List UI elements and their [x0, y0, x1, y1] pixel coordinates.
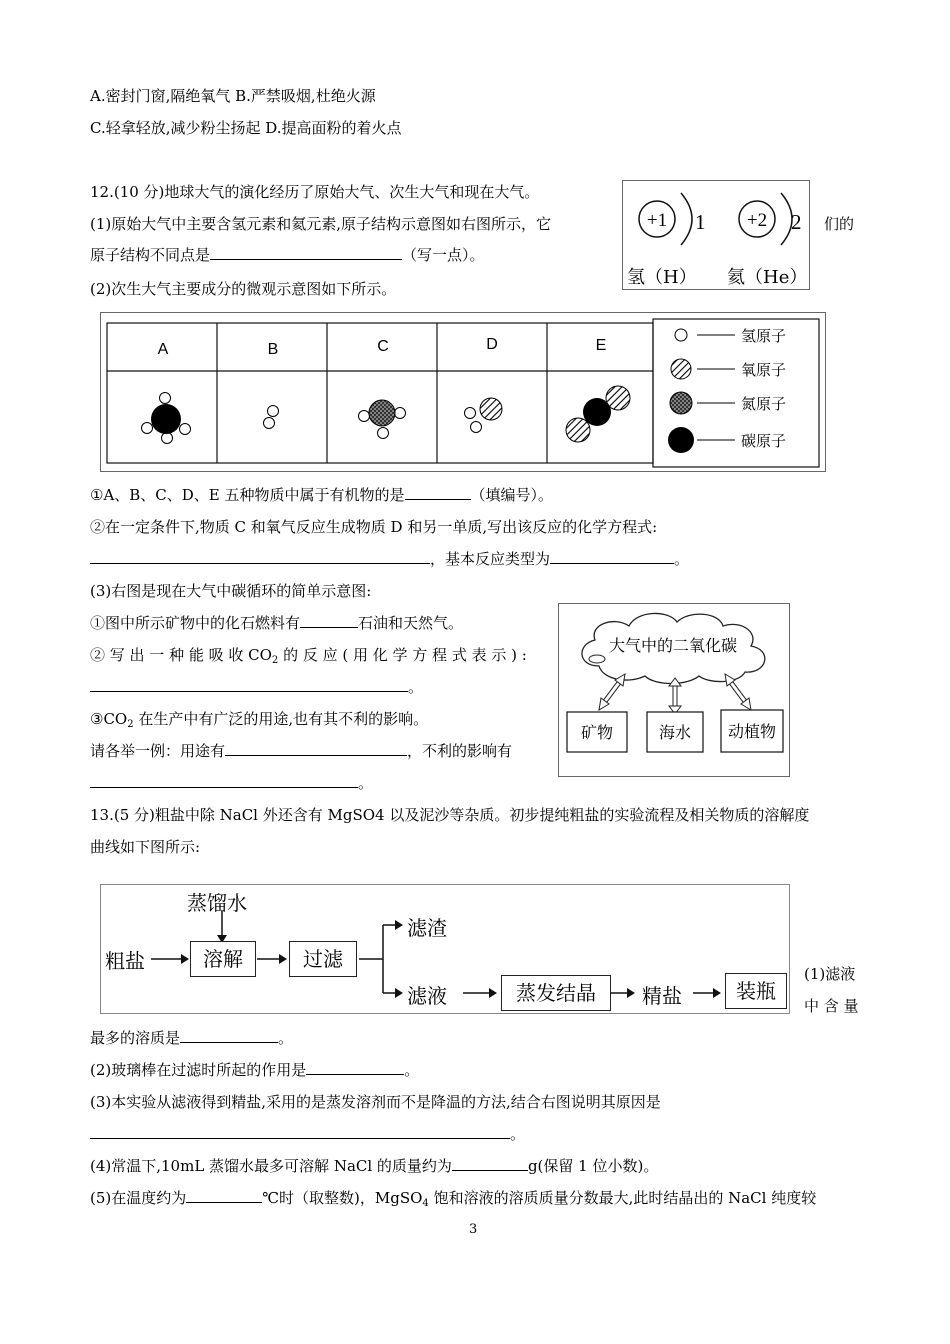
q12-harm-blank[interactable] [90, 773, 358, 788]
q12-fossil-fuel-blank[interactable] [300, 613, 358, 628]
q12-sub2-answer [90, 549, 689, 569]
q12-co2-absorption-blank[interactable] [90, 677, 408, 692]
molecule-header-e: E [595, 337, 607, 354]
carbon-cycle-diagram [559, 604, 789, 776]
carbon-cycle-figure [558, 603, 790, 777]
molecule-header-c: C [377, 338, 389, 355]
distilled-water-label: 蒸馏水 [187, 891, 247, 915]
q12-equation-blank[interactable] [90, 549, 430, 564]
q13-sub4 [90, 1156, 658, 1176]
molecule-header-d: D [486, 336, 498, 353]
q13-sub4-prompt: (4)常温下,10mL 蒸馏水最多可溶解 NaCl 的质量约为 [90, 1157, 452, 1175]
mineral-exchange-arrow [599, 674, 625, 710]
cloud-label: 大气中的二氧化碳 [608, 636, 738, 655]
q13-sub4-tail: g(保留 1 位小数)。 [527, 1157, 659, 1175]
q12-part2-text: (2)次生大气主要成分的微观示意图如下所示。 [90, 280, 397, 298]
molecule-d-water [465, 398, 503, 433]
molecule-a-methane [142, 393, 191, 444]
q12-part3-2-answer [90, 677, 423, 697]
q13-temperature-blank[interactable] [186, 1188, 262, 1203]
q12-part1-hint: （写一点）。 [402, 246, 485, 264]
q13-sub5-tail: 饱和溶液的溶质质量分数最大,此时结晶出的 NaCl 纯度较 [428, 1189, 817, 1207]
q12-part3-text: (3)右图是现在大气中碳循环的简单示意图: [90, 582, 372, 600]
molecule-header-b: B [267, 341, 279, 358]
q12-part3-1-tail: 石油和天然气。 [358, 614, 464, 632]
q12-part3-3-prefix: ③CO [90, 710, 128, 728]
q12-sub1 [90, 485, 553, 505]
q13-nacl-mass-blank[interactable] [452, 1156, 528, 1171]
legend-carbon-label: 碳原子 [741, 432, 787, 450]
q12-part1-blank[interactable] [210, 245, 402, 260]
dissolve-step: 溶解 [190, 941, 256, 977]
q12-part3-2-prompt: ② 写 出 一 种 能 吸 收 CO [90, 646, 272, 664]
q13-sub1-side-a: (1)滤液 [804, 965, 856, 983]
q13-sub2-prompt: (2)玻璃棒在过滤时所起的作用是 [90, 1061, 307, 1079]
page-number: 3 [469, 1222, 478, 1237]
organism-exchange-arrow [725, 674, 751, 710]
molecule-c-ammonia [359, 400, 406, 439]
oxygen-atom-legend-icon [671, 359, 691, 379]
helium-shell-electrons: 2 [791, 210, 802, 234]
q12-reaction-type-blank[interactable] [550, 549, 674, 564]
q13-sub2-end: 。 [404, 1061, 420, 1079]
q12-part1-text: (1)原始大气中主要含氢元素和氦元素,原子结构示意图如右图所示，它 [90, 215, 552, 233]
q13-sub5-prompt: (5)在温度约为 [90, 1189, 187, 1207]
q12-part3-2-tail: 的 反 应 ( 用 化 学 方 程 式 表 示 ) : [278, 646, 527, 664]
q12-use-prompt: 请各举一例：用途有 [90, 742, 226, 760]
q12-part3-2 [90, 645, 527, 671]
q13-glass-rod-blank[interactable] [306, 1060, 404, 1075]
filtrate-label: 滤液 [407, 984, 447, 1008]
atom-structure-figure [622, 180, 810, 290]
q13-sub1 [90, 1028, 293, 1048]
q12-part3-3 [90, 709, 428, 735]
atom-structure-diagram [623, 181, 809, 289]
molecule-e-carbon-dioxide [566, 386, 630, 442]
q13-sub5 [90, 1188, 816, 1214]
helium-label: 氦（He） [727, 267, 808, 288]
hydrogen-label: 氢（H） [627, 267, 697, 288]
q12-use-blank[interactable] [225, 741, 407, 756]
q11-option-ab: A.密封门窗,隔绝氧气 B.严禁吸烟,杜绝火源 [90, 87, 376, 105]
q12-sub1-blank[interactable] [405, 485, 471, 500]
purification-flowchart [100, 884, 790, 1014]
q12-sub1-prompt: ①A、B、C、D、E 五种物质中属于有机物的是 [90, 486, 405, 504]
q13-sub5-subscript: 4 [422, 1198, 429, 1209]
helium-nucleus-charge: +2 [746, 210, 768, 231]
q12-part3-1 [90, 613, 463, 633]
legend-nitrogen-label: 氮原子 [741, 395, 787, 413]
molecule-header-a: A [157, 341, 169, 358]
q12-part3-4 [90, 741, 512, 761]
crude-salt-label: 粗盐 [105, 949, 145, 973]
molecule-b-hydrogen [264, 406, 279, 429]
filter-step: 过滤 [289, 941, 357, 977]
q12-part3-4-end: 。 [358, 774, 374, 792]
sea-exchange-arrow [669, 678, 681, 714]
hydrogen-shell-electrons: 1 [695, 210, 706, 234]
q13-sub3-text: (3)本实验从滤液得到精盐,采用的是蒸发溶剂而不是降温的方法,结合右图说明其原因是 [90, 1093, 661, 1111]
q13-sub3-answer [90, 1124, 525, 1144]
q12-part1-tail: 们的 [824, 215, 855, 233]
q13-sub3-end: 。 [510, 1125, 526, 1143]
q13-title-cont: 曲线如下图所示: [90, 838, 201, 856]
q13-sub1-prompt: 最多的溶质是 [90, 1029, 181, 1047]
q12-part1-prompt: 原子结构不同点是 [90, 246, 211, 264]
q12-part3-2-subscript: 2 [271, 655, 279, 666]
q12-part1-question [90, 245, 485, 265]
hydrogen-nucleus-charge: +1 [646, 210, 668, 231]
q13-sub1-side-b: 中 含 量 [804, 997, 859, 1015]
q12-part3-2-end: 。 [408, 678, 424, 696]
legend-hydrogen-label: 氢原子 [741, 327, 787, 345]
molecule-table [101, 313, 825, 471]
q12-sub2-end: 。 [674, 550, 690, 568]
molecule-table-figure [100, 312, 826, 472]
q13-sub5-mid: ℃时（取整数)，MgSO [262, 1189, 423, 1207]
organism-box-label: 动植物 [727, 722, 777, 741]
residue-label: 滤渣 [407, 916, 447, 940]
q13-sub1-end: 。 [278, 1029, 294, 1047]
hydrogen-atom-legend-icon [675, 329, 687, 341]
mineral-box-label: 矿物 [580, 723, 614, 742]
molecule-legend [668, 327, 786, 453]
fine-salt-label: 精盐 [642, 984, 682, 1008]
q12-part3-3-text: 在生产中有广泛的用途,也有其不利的影响。 [133, 710, 429, 728]
q12-part3-4-answer [90, 773, 373, 793]
nitrogen-atom-legend-icon [670, 392, 692, 414]
q13-solute-blank[interactable] [180, 1028, 278, 1043]
hydrogen-electron-shell [681, 193, 692, 245]
q12-harm-prompt: ，不利的影响有 [407, 742, 513, 760]
q12-sub2-text: ②在一定条件下,物质 C 和氧气反应生成物质 D 和另一单质,写出该反应的化学方程式: [90, 518, 658, 536]
bottle-step: 装瓶 [725, 973, 787, 1009]
q13-title: 13.(5 分)粗盐中除 NaCl 外还含有 MgSO4 以及泥沙等杂质。初步提纯粗盐的实验流程及相关物质的溶解度 [90, 806, 810, 824]
evaporate-crystallize-step: 蒸发结晶 [501, 975, 611, 1011]
carbon-atom-legend-icon [668, 427, 694, 453]
q11-option-cd: C.轻拿轻放,减少粉尘扬起 D.提高面粉的着火点 [90, 119, 402, 137]
q13-sub2 [90, 1060, 419, 1080]
legend-oxygen-label: 氧原子 [741, 361, 787, 379]
q12-title: 12.(10 分)地球大气的演化经历了原始大气、次生大气和现在大气。 [90, 183, 540, 201]
sea-box-label: 海水 [658, 723, 692, 742]
q12-sub1-hint: （填编号）。 [470, 486, 554, 504]
q12-part3-3-subscript: 2 [127, 719, 134, 730]
q13-reason-blank[interactable] [90, 1124, 510, 1139]
q12-reaction-type-prompt: ，基本反应类型为 [430, 550, 551, 568]
q12-part3-1-prompt: ①图中所示矿物中的化石燃料有 [90, 614, 301, 632]
